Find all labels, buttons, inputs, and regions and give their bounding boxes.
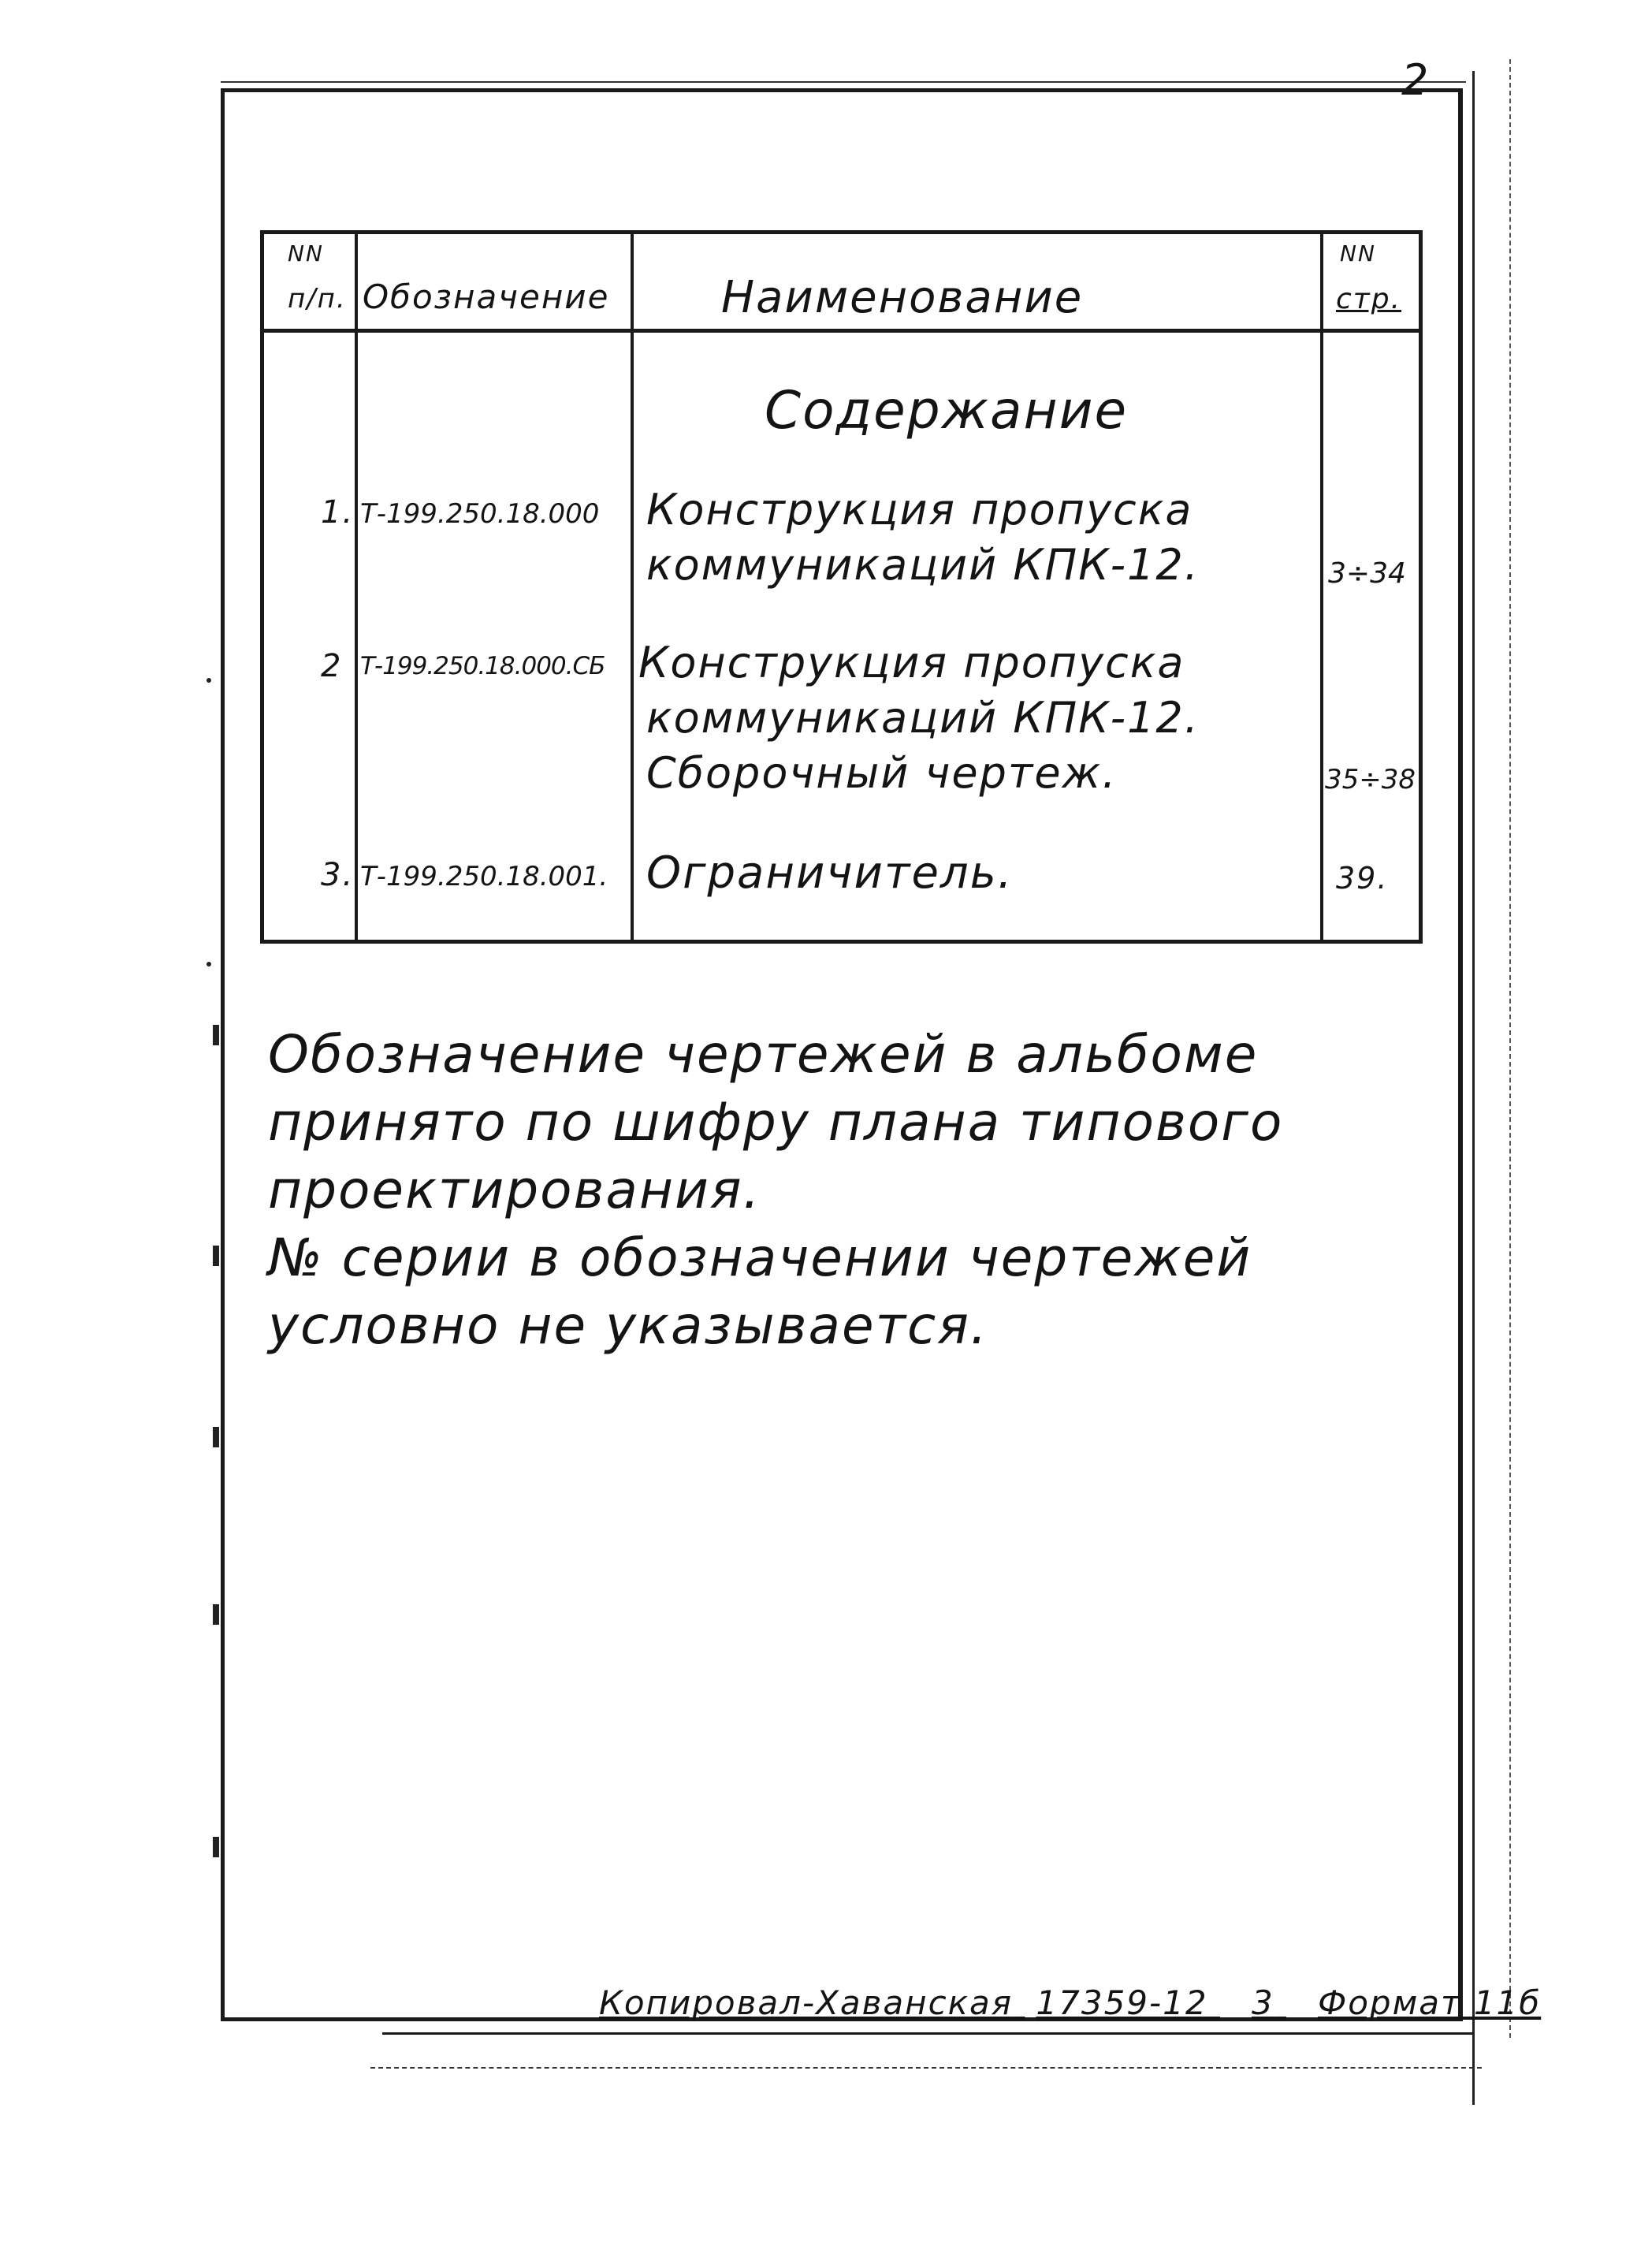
right-binding-line bbox=[1472, 71, 1475, 2105]
note-line-4: № серии в обозначении чертежей bbox=[268, 1227, 1252, 1288]
row-3-name-line1: Ограничитель. bbox=[646, 847, 1014, 899]
header-pages-line2: стр. bbox=[1336, 283, 1402, 315]
footer-copied-by: Копировал-Хаванская bbox=[599, 1983, 1014, 2022]
contents-table bbox=[260, 230, 1423, 944]
row-3-designation: Т-199.250.18.001. bbox=[360, 861, 608, 892]
row-3-pages: 39. bbox=[1336, 861, 1389, 896]
footer-sheet: 3 bbox=[1251, 1983, 1274, 2022]
row-1-name-line1: Конструкция пропуска bbox=[646, 485, 1193, 534]
row-1-designation: Т-199.250.18.000 bbox=[360, 498, 600, 530]
row-1-name-line2: коммуникаций КПК-12. bbox=[646, 540, 1200, 590]
header-divider bbox=[264, 329, 1419, 333]
footer-dashed-line bbox=[370, 2067, 1482, 2069]
margin-mark bbox=[213, 1025, 219, 1045]
row-2-pages: 35÷38 bbox=[1325, 764, 1416, 795]
row-2-name-line2: коммуникаций КПК-12. bbox=[646, 693, 1200, 743]
footer-order: 17359-12 bbox=[1036, 1983, 1208, 2022]
section-title: Содержание bbox=[765, 380, 1129, 441]
row-3-num: 3. bbox=[321, 857, 355, 893]
note-line-5: условно не указывается. bbox=[268, 1295, 988, 1356]
header-designation: Обозначение bbox=[363, 277, 610, 316]
right-binding-dashed-line bbox=[1509, 59, 1511, 2038]
note-line-1: Обозначение чертежей в альбоме bbox=[268, 1024, 1259, 1085]
footer-underline bbox=[382, 2032, 1474, 2035]
note-line-3: проектирования. bbox=[268, 1160, 761, 1220]
margin-mark bbox=[213, 1427, 219, 1447]
margin-mark bbox=[206, 678, 211, 683]
header-pages-line1: NN bbox=[1340, 240, 1376, 266]
footer-stamp bbox=[599, 1983, 1541, 2022]
row-1-pages: 3÷34 bbox=[1328, 557, 1406, 590]
header-num-line2: п/п. bbox=[288, 283, 347, 315]
row-2-name-line3: Сборочный чертеж. bbox=[646, 748, 1118, 798]
top-border-line bbox=[221, 81, 1466, 83]
column-divider bbox=[1320, 234, 1323, 940]
sheet-number: 2 bbox=[1401, 55, 1431, 105]
margin-mark bbox=[213, 1604, 219, 1625]
margin-mark bbox=[213, 1837, 219, 1857]
column-divider bbox=[631, 234, 634, 940]
row-2-designation: Т-199.250.18.000.СБ bbox=[360, 652, 605, 680]
note-line-2: принято по шифру плана типового bbox=[268, 1092, 1284, 1153]
note-block bbox=[268, 1021, 1283, 1360]
header-num-line1: NN bbox=[288, 240, 324, 266]
margin-mark bbox=[213, 1246, 219, 1266]
header-name: Наименование bbox=[721, 272, 1084, 323]
column-divider bbox=[355, 234, 358, 940]
row-2-name-line1: Конструкция пропуска bbox=[638, 638, 1185, 687]
footer-format: Формат 11б bbox=[1318, 1983, 1542, 2022]
row-1-num: 1. bbox=[321, 494, 355, 531]
row-2-num: 2 bbox=[321, 648, 343, 684]
margin-mark bbox=[206, 962, 211, 966]
